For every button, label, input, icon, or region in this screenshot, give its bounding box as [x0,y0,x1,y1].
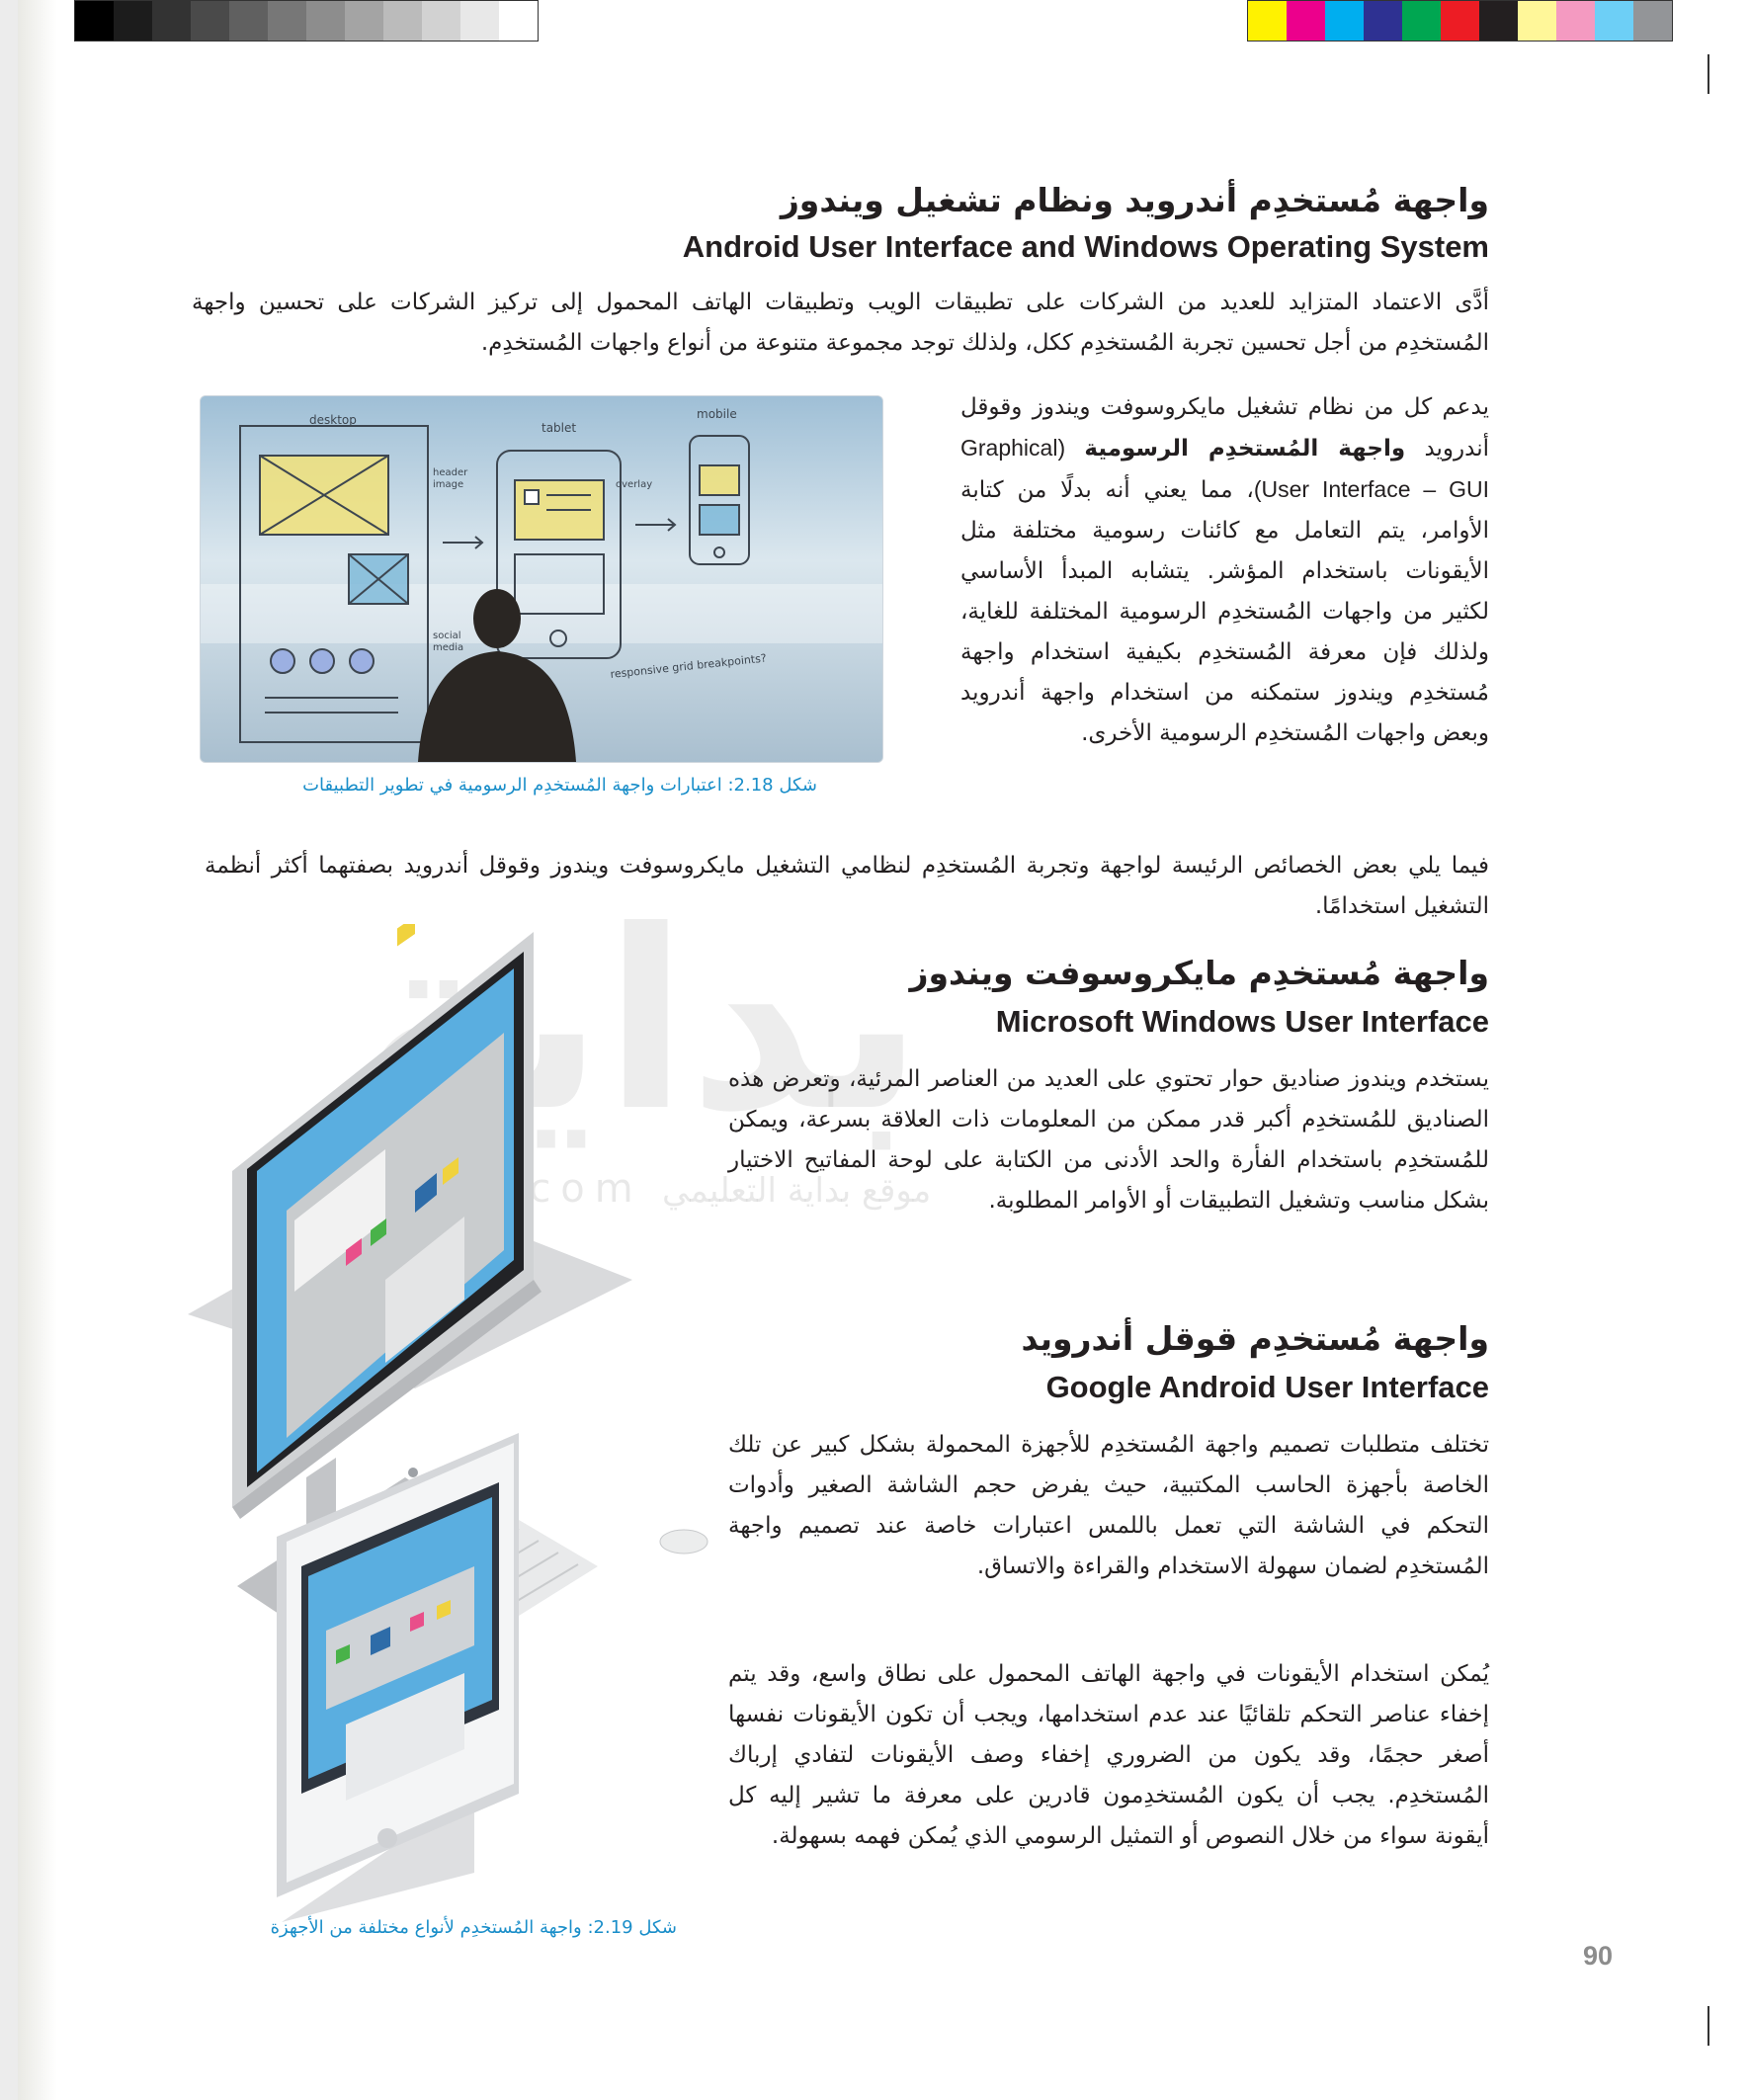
ui-design-illustration [201,396,882,762]
android-title-english: Google Android User Interface [1045,1370,1489,1404]
label-desktop: desktop [309,413,357,427]
label-mobile: mobile [697,407,737,421]
label-image: image [433,479,464,490]
label-header: header [433,467,468,478]
watermark-brand: بداية [361,878,924,1165]
figure-2-19-caption [271,1917,677,1938]
page-edge [0,0,18,2100]
watermark-tagline: موقع بداية التعليمي [662,1171,932,1211]
color-swatch [1325,1,1364,41]
color-swatch [1287,1,1325,41]
gui-text-1: يدعم كل من نظام تشغيل مايكروسوفت ويندوز وقوقل أندرويد [960,394,1489,462]
color-swatch [1364,1,1402,41]
gui-text-2: ، مما يعني أنه بدلًا من كتابة الأوامر، يتم التعامل مع كائنات رسومية مختلفة مثل الأيقونات باستخدام المؤشر. يتشابه المبدأ الأساسي لكثير من واجهات المُستخدِم الرسومية المختلفة للغاية، ولذلك فإن معرفة المُستخدِم بكيفية استخدام واجهة مُستخدِم ويندوز ستمكنه من استخدام واجهة أندرويد وبعض واجهات المُستخدِم الرسومية الأخرى. [960,477,1489,746]
gui-term: واجهة المُستخدِم الرسومية [1084,436,1406,462]
gray-swatch [152,1,191,41]
label-breakpoints: responsive grid breakpoints? [609,651,768,681]
features-intro-paragraph: فيما يلي بعض الخصائص الرئيسة لواجهة وتجربة المُستخدِم لنظامي التشغيل مايكروسوفت ويندوز وقوقل أندرويد بصفتهما أكثر أنظمة التشغيل استخدامًا. [205,853,1489,919]
color-swatch [1518,1,1556,41]
figure-2-18-label: شكل 2.18: [727,775,817,796]
android-title-arabic: واجهة مُستخدِم قوقل أندرويد [1021,1319,1489,1358]
figure-2-18-caption [302,775,817,796]
figure-2-19-text: واجهة المُستخدِم لأنواع مختلفة من الأجهزة [270,1917,582,1938]
intro-paragraph: أدَّى الاعتماد المتزايد للعديد من الشركات على تطبيقات الويب وتطبيقات الهاتف المحمول إلى تركيز الشركات على تحسين واجهة المُستخدِم من أجل تحسين تجربة المُستخدِم ككل، ولذلك توجد مجموعة متنوعة من أنواع واجهات المُستخدِم. [192,290,1489,356]
label-social: social [433,630,461,641]
figure-2-19-label: شكل 2.19: [587,1917,677,1938]
figure-2-18-photo [200,395,883,763]
gray-swatch [306,1,345,41]
gray-swatch [345,1,383,41]
windows-body: يستخدم ويندوز صناديق حوار تحتوي على العديد من العناصر المرئية، وتعرض هذه الصناديق للمُستخدِم أكبر قدر ممكن من المعلومات ذات العلاقة بسرعة، ويمكن للمُستخدِم باستخدام الفأرة والحد الأدنى من الكتابة على لوحة المفاتيح الاختيار بشكل مناسب وتشغيل التطبيقات أو الأوامر المطلوبة. [728,1066,1489,1214]
page-number: 90 [1583,1941,1614,1971]
main-title-english: Android User Interface and Windows Operating System [682,229,1489,264]
page-gutter-shadow [18,0,57,2100]
color-swatch [1595,1,1633,41]
figure-2-19-illustration [178,924,731,1922]
color-swatch [1479,1,1518,41]
gray-swatch [191,1,229,41]
color-swatch [1402,1,1441,41]
color-swatch [1556,1,1595,41]
grayscale-calibration-bar [74,0,539,42]
gui-paragraph [960,387,1489,754]
main-title-arabic: واجهة مُستخدِم أندرويد ونظام تشغيل ويندوز [780,181,1489,219]
label-overlay: overlay [616,479,653,490]
color-swatch [1441,1,1479,41]
gray-swatch [383,1,422,41]
gray-swatch [75,1,114,41]
crop-mark [1707,54,1709,94]
android-body-1: تختلف متطلبات تصميم واجهة المُستخدِم للأجهزة المحمولة بشكل كبير عن تلك الخاصة بأجهزة الحاسب المكتبية، حيث يفرض حجم الشاشة الصغير وأدوات التحكم في الشاشة التي تعمل باللمس اعتبارات خاصة عند تصميم واجهة المُستخدِم لضمان سهولة الاستخدام والقراءة والاتساق. [728,1432,1489,1579]
color-swatch [1248,1,1287,41]
windows-title-arabic: واجهة مُستخدِم مايكروسوفت ويندوز [909,954,1489,992]
gray-swatch [422,1,460,41]
label-media: media [433,642,464,653]
label-tablet: tablet [541,421,577,435]
color-calibration-bar [1247,0,1673,42]
crop-mark [1707,2006,1709,2046]
color-swatch [1633,1,1672,41]
gray-swatch [460,1,499,41]
figure-2-18-text: اعتبارات واجهة المُستخدِم الرسومية في تطوير التطبيقات [302,775,722,796]
gray-swatch [268,1,306,41]
gray-swatch [114,1,152,41]
windows-title-english: Microsoft Windows User Interface [995,1004,1489,1039]
gray-swatch [499,1,538,41]
gray-swatch [229,1,268,41]
gui-term-english: (Graphical User Interface – GUI) [960,435,1489,502]
android-body-2: يُمكن استخدام الأيقونات في واجهة الهاتف المحمول على نطاق واسع، وقد يتم إخفاء عناصر التحكم تلقائيًا عند عدم استخدامها، ويجب أن تكون الأيقونات نفسها أصغر حجمًا، وقد يكون من الضروري إخفاء وصف الأيقونات لتفادي إرباك المُستخدِم. يجب أن يكون المُستخدِمون قادرين على معرفة ما تشير إليه كل أيقونة سواء من خلال النصوص أو التمثيل الرسومي الذي يُمكن فهمه بسهولة. [728,1661,1489,1849]
